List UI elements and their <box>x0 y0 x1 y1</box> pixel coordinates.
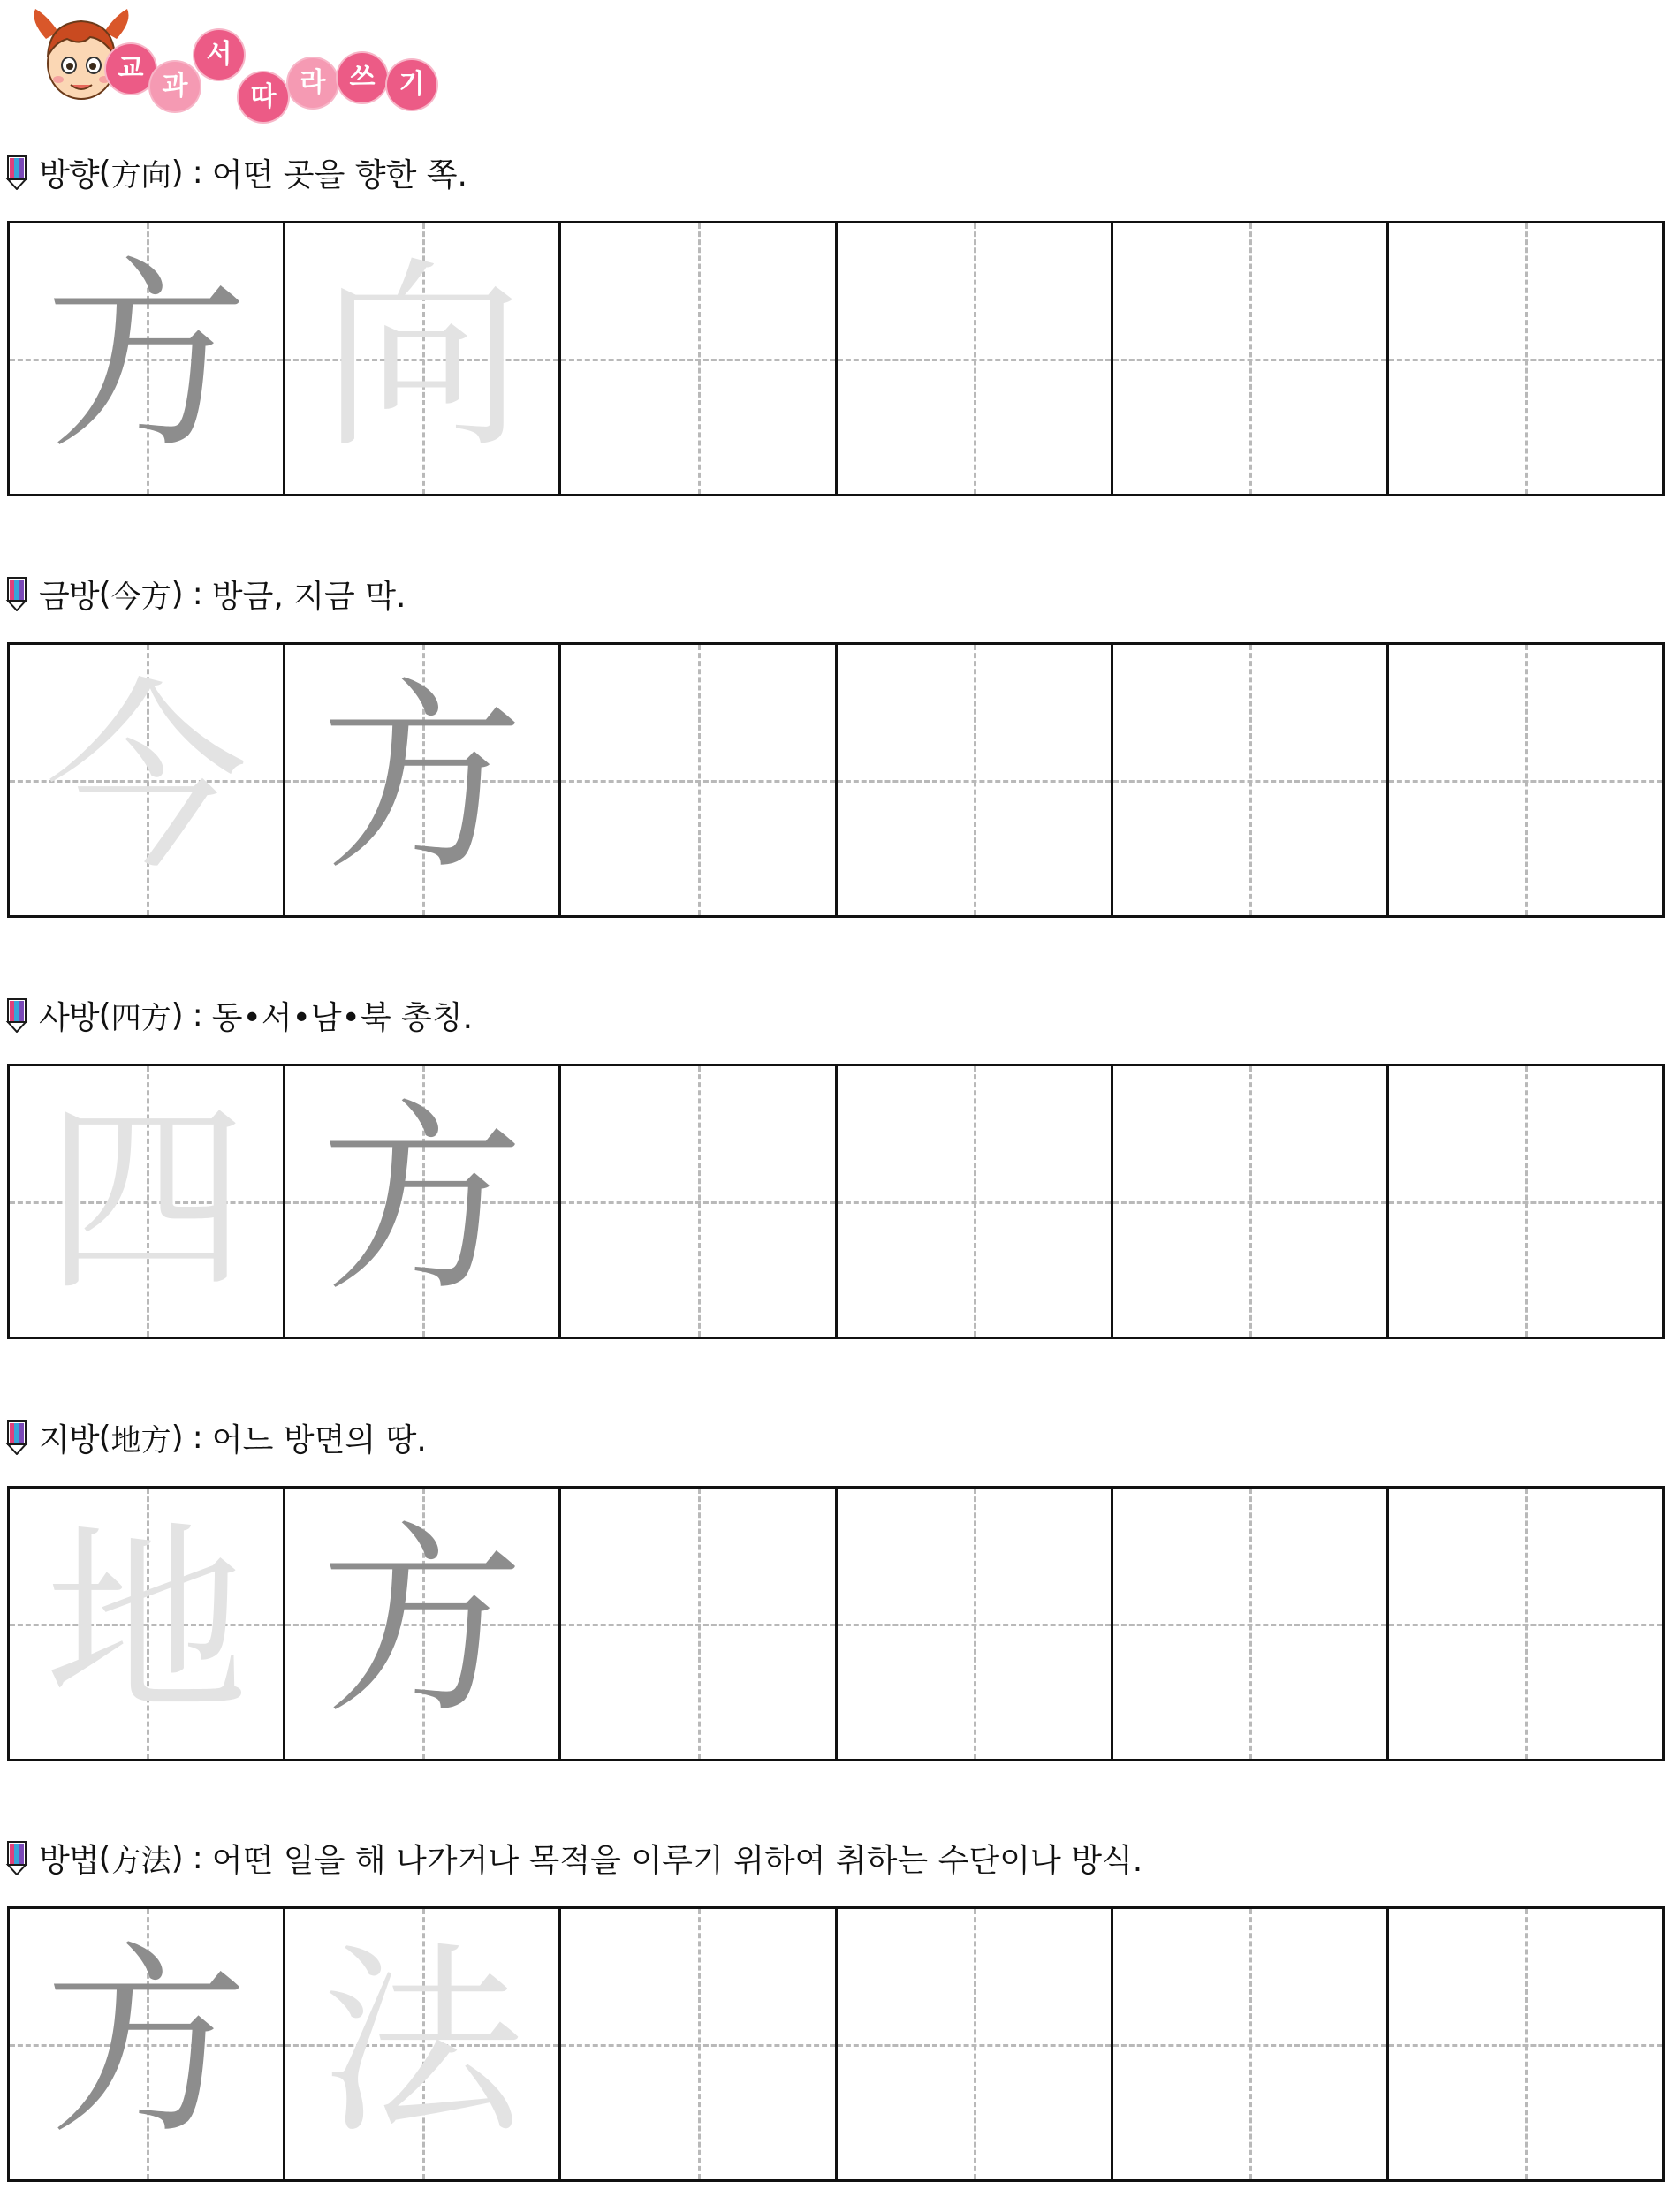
term-meaning: 어느 방면의 땅. <box>211 1421 427 1458</box>
pencil-icon <box>5 576 28 611</box>
writing-cell[interactable] <box>1389 1909 1662 2179</box>
title-char-1: 교 <box>106 44 156 94</box>
writing-grid <box>7 1486 1665 1761</box>
writing-cell[interactable] <box>1113 1066 1389 1337</box>
writing-cell[interactable] <box>10 1066 285 1337</box>
writing-cell[interactable] <box>1389 223 1662 494</box>
term-meaning: 어떤 일을 해 나가거나 목적을 이루기 위하여 취하는 수단이나 방식. <box>211 1842 1143 1879</box>
exercise-section <box>0 1415 1670 1786</box>
writing-cell[interactable] <box>285 1489 561 1759</box>
exercise-heading: 사방 ( 四方 ) : 동•서•남•북 총칭. <box>5 993 473 1037</box>
exercise-heading: 금방 ( 今方 ) : 방금, 지금 막. <box>5 572 406 616</box>
writing-grid <box>7 1064 1665 1339</box>
writing-cell[interactable] <box>838 223 1113 494</box>
term-korean: 금방 <box>39 578 99 615</box>
writing-cell[interactable] <box>10 1489 285 1759</box>
trace-character: 向 <box>320 240 524 476</box>
pencil-icon <box>5 997 28 1033</box>
term-hanja: 今方 <box>110 579 171 615</box>
writing-grid <box>7 221 1665 496</box>
writing-cell[interactable] <box>838 1489 1113 1759</box>
writing-cell[interactable] <box>1389 645 1662 915</box>
exercise-heading: 지방 ( 地方 ) : 어느 방면의 땅. <box>5 1415 427 1459</box>
trace-character: 方 <box>44 1926 248 2162</box>
writing-cell[interactable] <box>285 223 561 494</box>
term-meaning: 방금, 지금 막. <box>211 578 406 615</box>
trace-character: 方 <box>320 1083 524 1319</box>
term-korean: 사방 <box>39 999 99 1036</box>
title-char-3: 서 <box>194 30 244 80</box>
writing-cell[interactable] <box>1113 223 1389 494</box>
trace-character: 法 <box>320 1926 524 2162</box>
title-char-2: 과 <box>150 62 200 111</box>
exercise-heading: 방법 ( 方法 ) : 어떤 일을 해 나가거나 목적을 이루기 위하여 취하는 수단이나 방식. <box>5 1836 1142 1880</box>
trace-character: 方 <box>320 1505 524 1741</box>
writing-cell[interactable] <box>10 645 285 915</box>
writing-cell[interactable] <box>285 1066 561 1337</box>
title-char-5: 라 <box>288 58 338 108</box>
writing-cell[interactable] <box>838 645 1113 915</box>
writing-grid <box>7 642 1665 918</box>
term-hanja: 地方 <box>110 1422 171 1458</box>
writing-cell[interactable] <box>10 1909 285 2179</box>
term-korean: 지방 <box>39 1421 99 1458</box>
writing-cell[interactable] <box>1113 645 1389 915</box>
writing-cell[interactable] <box>838 1066 1113 1337</box>
pencil-icon <box>5 1420 28 1455</box>
title-char-7: 기 <box>387 60 436 110</box>
title-char-6: 쓰 <box>338 53 387 102</box>
trace-character: 四 <box>44 1083 248 1319</box>
writing-cell[interactable] <box>561 223 837 494</box>
term-hanja: 方向 <box>110 157 171 193</box>
trace-character: 方 <box>320 662 524 898</box>
title-char-4: 따 <box>239 72 288 122</box>
pencil-icon <box>5 1840 28 1875</box>
writing-cell[interactable] <box>1389 1066 1662 1337</box>
writing-cell[interactable] <box>1113 1909 1389 2179</box>
writing-cell[interactable] <box>1113 1489 1389 1759</box>
writing-cell[interactable] <box>285 1909 561 2179</box>
trace-character: 方 <box>44 240 248 476</box>
trace-character: 地 <box>44 1505 248 1741</box>
exercise-section <box>0 1836 1670 2207</box>
exercise-section <box>0 993 1670 1364</box>
pencil-icon <box>5 155 28 190</box>
writing-cell[interactable] <box>561 1489 837 1759</box>
writing-cell[interactable] <box>561 645 837 915</box>
term-korean: 방법 <box>39 1842 99 1879</box>
writing-cell[interactable] <box>838 1909 1113 2179</box>
writing-cell[interactable] <box>10 223 285 494</box>
title-banner <box>19 4 479 118</box>
trace-character: 今 <box>44 662 248 898</box>
term-hanja: 方法 <box>110 1843 171 1879</box>
writing-cell[interactable] <box>1389 1489 1662 1759</box>
exercise-section <box>0 572 1670 943</box>
exercise-section <box>0 150 1670 521</box>
writing-cell[interactable] <box>285 645 561 915</box>
term-korean: 방향 <box>39 156 99 193</box>
exercise-heading: 방향 ( 方向 ) : 어떤 곳을 향한 쪽. <box>5 150 467 194</box>
writing-grid <box>7 1906 1665 2182</box>
writing-cell[interactable] <box>561 1066 837 1337</box>
term-meaning: 어떤 곳을 향한 쪽. <box>211 156 468 193</box>
writing-cell[interactable] <box>561 1909 837 2179</box>
term-meaning: 동•서•남•북 총칭. <box>211 999 474 1036</box>
term-hanja: 四方 <box>110 1000 171 1036</box>
